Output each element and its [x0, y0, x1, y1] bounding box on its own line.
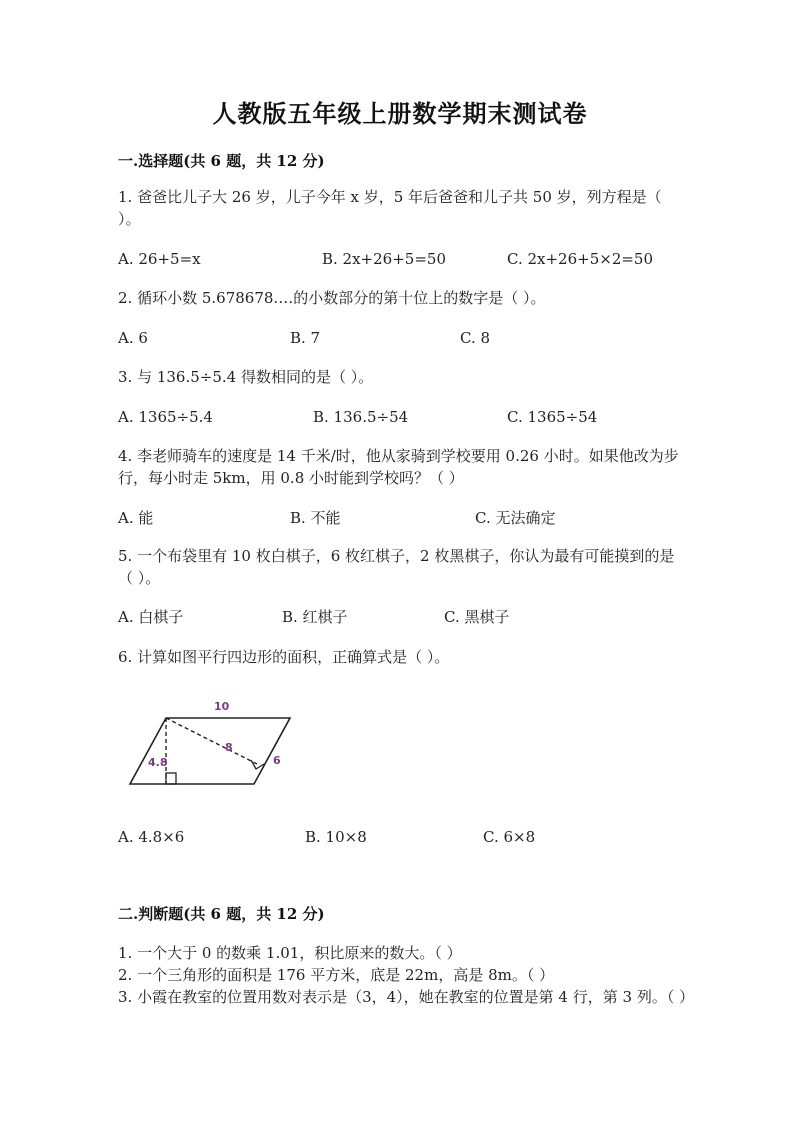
label-diagonal: 8	[225, 741, 233, 754]
question-6: 6. 计算如图平行四边形的面积，正确算式是（ ）。	[118, 648, 450, 666]
parallelogram-diagram	[118, 690, 318, 800]
option-2c: C. 8	[460, 329, 491, 347]
label-height: 4.8	[148, 756, 168, 769]
label-top: 10	[214, 700, 230, 713]
option-1a: A. 26+5=x	[118, 250, 201, 268]
option-3b: B. 136.5÷54	[313, 408, 409, 426]
judgement-2: 2. 一个三角形的面积是 176 平方米，底是 22m，高是 8m。（ ）	[118, 966, 555, 984]
option-2b: B. 7	[290, 329, 321, 347]
option-6c: C. 6×8	[483, 828, 536, 846]
question-4: 4. 李老师骑车的速度是 14 千米/时，他从家骑到学校要用 0.26 小时。如果他改为步行，每小时走 5km，用 0.8 小时能到学校吗？（ ）	[118, 447, 679, 487]
question-5: 5. 一个布袋里有 10 枚白棋子，6 枚红棋子，2 枚黑棋子，你认为最有可能摸到的是（ ）。	[118, 547, 675, 587]
judgement-1: 1. 一个大于 0 的数乘 1.01，积比原来的数大。（ ）	[118, 944, 462, 962]
option-4c: C. 无法确定	[475, 509, 556, 527]
judgement-3: 3. 小霞在教室的位置用数对表示是（3，4），她在教室的位置是第 4 行，第 3 列。（ ）	[118, 988, 695, 1006]
diagonal-line	[166, 718, 257, 764]
question-2: 2. 循环小数 5.678678.…的小数部分的第十位上的数字是（ ）。	[118, 289, 546, 307]
option-5c: C. 黑棋子	[444, 608, 510, 626]
right-angle-mark-bottom	[166, 773, 176, 784]
option-4a: A. 能	[118, 509, 154, 527]
label-side: 6	[273, 754, 281, 767]
option-6a: A. 4.8×6	[118, 828, 185, 846]
option-4b: B. 不能	[290, 509, 341, 527]
option-5b: B. 红棋子	[282, 608, 348, 626]
question-1: 1. 爸爸比儿子大 26 岁，儿子今年 x 岁，5 年后爸爸和儿子共 50 岁，列方程是（ ）。	[118, 188, 662, 228]
parallelogram-outline	[130, 718, 290, 784]
parallelogram-figure	[118, 690, 318, 800]
section-heading-judgement: 二.判断题(共 6 题，共 12 分)	[118, 905, 325, 923]
option-1b: B. 2x+26+5=50	[322, 250, 446, 268]
page-title: 人教版五年级上册数学期末测试卷	[212, 99, 588, 128]
section-heading-choice: 一.选择题(共 6 题，共 12 分)	[118, 152, 325, 170]
option-3a: A. 1365÷5.4	[118, 408, 213, 426]
question-3: 3. 与 136.5÷5.4 得数相同的是（ ）。	[118, 368, 374, 386]
option-1c: C. 2x+26+5×2=50	[507, 250, 654, 268]
option-6b: B. 10×8	[305, 828, 367, 846]
option-3c: C. 1365÷54	[507, 408, 598, 426]
option-2a: A. 6	[118, 329, 148, 347]
option-5a: A. 白棋子	[118, 608, 184, 626]
